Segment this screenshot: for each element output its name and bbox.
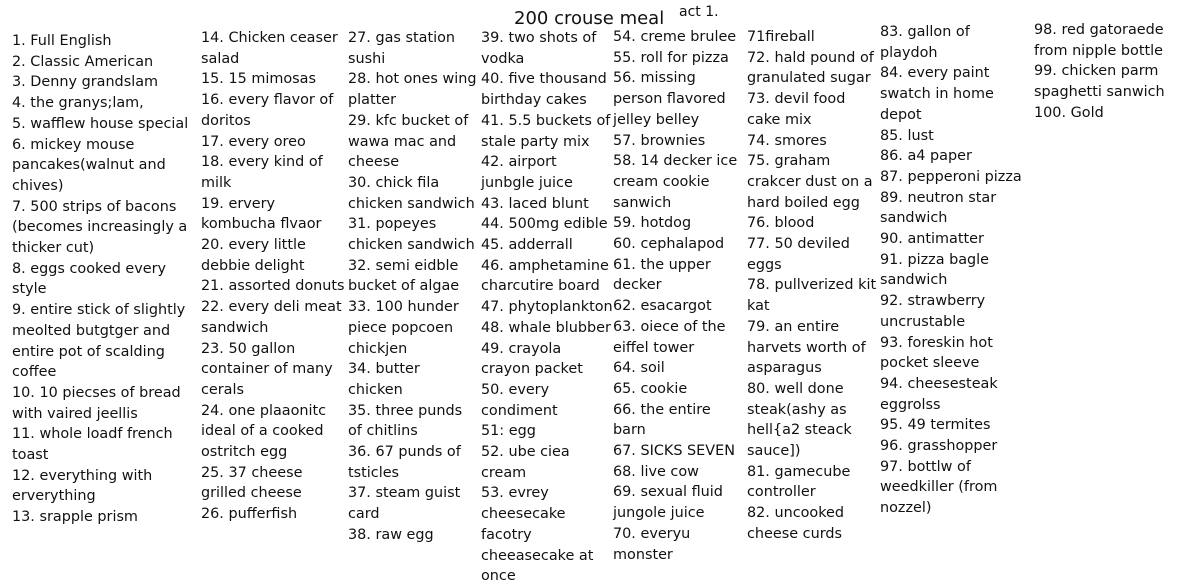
menu-item: 92. strawberry uncrustable [880, 293, 986, 330]
menu-item: 79. an entire harvets worth of asparagus [747, 318, 866, 377]
menu-item: 87. pepperoni pizza [880, 168, 1022, 185]
menu-item: 40. five thousand birthday cakes [481, 71, 607, 109]
menu-item: 23. 50 gallon container of many cerals [201, 340, 333, 398]
menu-item: 19. ervery kombucha flvaor [201, 195, 322, 233]
menu-item: 28. hot ones wing platter [348, 71, 477, 109]
act-label: act 1. [679, 4, 719, 20]
menu-item: 76. blood [747, 215, 815, 232]
menu-item: 56. missing person flavored jelley belley [613, 70, 726, 128]
menu-column-5 [613, 27, 748, 565]
menu-item: 32. semi eidble bucket of algae [348, 257, 460, 295]
menu-item: 47. phytoplankton [481, 299, 613, 316]
page-title: 200 crouse meal [514, 8, 665, 29]
menu-column-3 [348, 28, 478, 546]
menu-item: 30. chick fila chicken sandwich [348, 174, 475, 212]
menu-item: 83. gallon of playdoh [880, 24, 970, 61]
menu-item: 89. neutron star sandwich [880, 189, 997, 227]
menu-item: 64. soil [613, 360, 665, 377]
menu-column-1 [12, 31, 198, 528]
menu-item: 97. bottlw of weedkiller (from nozzel) [880, 458, 998, 517]
menu-item: 15. 15 mimosas [201, 71, 316, 88]
menu-column-7 [880, 22, 1030, 519]
menu-item: 61. the upper decker [613, 256, 711, 294]
menu-item: 52. ube ciea cream [481, 444, 570, 481]
menu-item: 57. brownies [613, 132, 706, 149]
menu-item: 1. Full English [12, 33, 112, 49]
menu-item: 81. gamecube controller [747, 463, 851, 501]
menu-column-4 [481, 28, 613, 587]
menu-item: 16. every flavor of doritos [201, 92, 334, 129]
menu-item: 20. every little debbie delight [201, 237, 306, 274]
menu-item: 78. pullverized kit kat [747, 277, 877, 315]
menu-item: 44. 500mg edible [481, 216, 608, 233]
menu-item: 39. two shots of vodka [481, 30, 597, 67]
menu-item: 85. lust [880, 127, 934, 144]
menu-item: 77. 50 deviled eggs [747, 236, 850, 273]
menu-item: 55. roll for pizza [613, 49, 729, 66]
menu-item: 25. 37 cheese grilled cheese [201, 464, 303, 502]
menu-column-2 [201, 28, 346, 525]
menu-item: 37. steam guist card [348, 485, 461, 523]
menu-item: 24. one plaaonitc ideal of a cooked ostritch egg [201, 402, 327, 461]
menu-item: 42. airport junbgle juice [481, 154, 573, 191]
menu-item: 58. 14 decker ice cream cookie sanwich [613, 153, 738, 211]
menu-item: 43. laced blunt [481, 195, 589, 212]
menu-item: 29. kfc bucket of wawa mac and cheese [348, 112, 469, 171]
menu-item: 82. uncooked cheese curds [747, 505, 845, 542]
menu-item: 70. everyu monster [613, 525, 691, 563]
menu-item: 38. raw egg [348, 526, 434, 543]
menu-item: 91. pizza bagle sandwich [880, 251, 990, 289]
menu-item: 98. red gatoraede from nipple bottle [1034, 22, 1164, 59]
menu-item: 13. srapple prism [12, 509, 138, 526]
menu-item: 68. live cow [613, 463, 699, 480]
menu-item: 41. 5.5 buckets of stale party mix [481, 112, 611, 150]
menu-item: 53. evrey cheesecake facotry cheeasecake at once [481, 485, 594, 585]
menu-item: 10. 10 piecses of bread with vaired jeellis [12, 384, 181, 422]
menu-item: 73. devil food cake mix [747, 91, 846, 128]
menu-item: 36. 67 punds of tsticles [348, 444, 461, 481]
menu-item: 94. cheesesteak eggrolss [880, 375, 998, 413]
menu-item: 9. entire stick of slightly meolted butgtger and entire pot of scalding coffee [12, 302, 186, 381]
menu-item: 48. whale blubber [481, 319, 611, 336]
menu-item: 90. antimatter [880, 231, 984, 248]
menu-item: 3. Denny grandslam [12, 74, 159, 91]
menu-column-6 [747, 27, 879, 545]
menu-item: 14. Chicken ceaser salad [201, 30, 338, 67]
menu-item: 95. 49 termites [880, 417, 991, 434]
menu-item: 60. cephalapod [613, 236, 725, 253]
menu-item: 33. 100 hunder piece popcoen chickjen [348, 299, 459, 357]
menu-item: 11. whole loadf french toast [12, 426, 173, 464]
menu-item: 66. the entire barn [613, 401, 711, 439]
menu-item: 69. sexual fluid jungole juice [613, 484, 723, 522]
menu-item: 17. every oreo [201, 133, 306, 150]
menu-item: 80. well done steak(ashy as hell{a2 steack sauce]) [747, 380, 852, 460]
menu-item: 31. popeyes chicken sandwich [348, 216, 475, 254]
menu-item: 45. adderrall [481, 237, 573, 254]
menu-item: 71fireball [747, 29, 815, 45]
menu-item: 74. smores [747, 132, 827, 149]
menu-item: 93. foreskin hot pocket sleeve [880, 334, 993, 372]
menu-item: 22. every deli meat sandwich [201, 299, 342, 336]
menu-item: 67. SICKS SEVEN [613, 443, 735, 460]
menu-item: 63. oiece of the eiffel tower [613, 318, 726, 356]
menu-item: 62. esacargot [613, 298, 712, 315]
menu-item: 12. everything with erverything [12, 467, 153, 505]
menu-item: 27. gas station sushi [348, 30, 456, 67]
menu-item: 5. wafflew house special [12, 115, 189, 132]
menu-item: 46. amphetamine charcutire board [481, 257, 609, 295]
menu-item: 7. 500 strips of bacons (becomes increasingly a thicker cut) [12, 198, 188, 257]
menu-item: 21. assorted donuts [201, 278, 345, 295]
menu-item: 8. eggs cooked every style [12, 260, 167, 298]
menu-column-8 [1034, 20, 1194, 124]
menu-item: 72. hald pound of granulated sugar [747, 49, 874, 87]
menu-item: 4. the granys;lam, [12, 95, 144, 112]
menu-item: 65. cookie [613, 380, 688, 397]
menu-item: 49. crayola crayon packet [481, 340, 583, 378]
menu-item: 86. a4 paper [880, 148, 972, 165]
menu-item: 51: egg [481, 423, 536, 440]
menu-item: 35. three punds of chitlins [348, 402, 463, 440]
menu-item: 96. grasshopper [880, 438, 998, 455]
menu-item: 100. Gold [1034, 104, 1104, 121]
menu-item: 59. hotdog [613, 215, 692, 232]
menu-item: 54. creme brulee [613, 29, 737, 45]
menu-item: 75. graham crakcer dust on a hard boiled egg [747, 153, 873, 211]
menu-item: 2. Classic American [12, 53, 154, 70]
menu-item: 18. every kind of milk [201, 154, 323, 191]
menu-item: 34. butter chicken [348, 361, 420, 398]
menu-item: 50. every condiment [481, 381, 558, 419]
menu-item: 26. pufferfish [201, 506, 298, 523]
menu-item: 6. mickey mouse pancakes(walnut and chives) [12, 136, 166, 194]
menu-item: 99. chicken parm spaghetti sanwich [1034, 63, 1165, 101]
menu-item: 84. every paint swatch in home depot [880, 65, 994, 123]
